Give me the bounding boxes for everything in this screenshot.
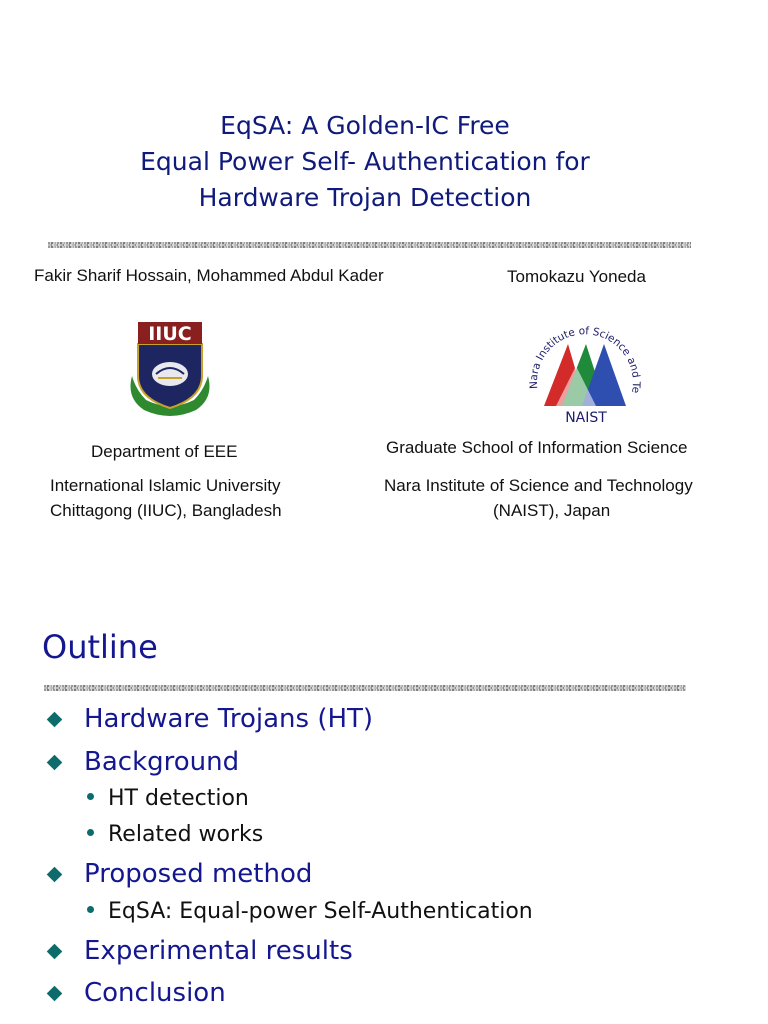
- affil-left-dept: Department of EEE: [91, 442, 238, 461]
- title-divider: [48, 242, 691, 248]
- outline-heading: Outline: [42, 628, 158, 666]
- bullet-diamond-icon: [47, 944, 63, 960]
- affil-left-line1: International Islamic University: [50, 476, 281, 495]
- bullet-diamond-icon: [47, 755, 63, 771]
- bullet-dot-icon: [87, 793, 94, 800]
- svg-text:IIUC: IIUC: [148, 323, 192, 345]
- title-line-3: Hardware Trojan Detection: [198, 183, 532, 212]
- title-line-2: Equal Power Self- Authentication for: [140, 147, 590, 176]
- slide-title: [0, 108, 730, 216]
- naist-logo: [524, 314, 646, 430]
- outline-item: Experimental results: [84, 936, 353, 966]
- outline-subitem: Related works: [108, 822, 264, 847]
- outline-item: Background: [84, 747, 240, 777]
- outline-item: Conclusion: [84, 978, 226, 1008]
- bullet-diamond-icon: [47, 986, 63, 1002]
- bullet-diamond-icon: [47, 712, 63, 728]
- authors-right: Tomokazu Yoneda: [507, 267, 646, 286]
- naist-arc-text: Nara Institute of Science and Te: [527, 325, 643, 394]
- title-line-1: EqSA: A Golden-IC Free: [220, 111, 510, 140]
- bullet-dot-icon: [87, 829, 94, 836]
- naist-label: NAIST: [565, 410, 607, 426]
- affil-right-line2: (NAIST), Japan: [493, 501, 611, 520]
- outline-subitem: HT detection: [108, 786, 249, 811]
- affil-right-line1: Nara Institute of Science and Technology: [384, 476, 693, 495]
- outline-subitem: EqSA: Equal-power Self-Authentication: [108, 899, 533, 924]
- outline-item: Hardware Trojans (HT): [84, 704, 374, 734]
- affil-right-dept: Graduate School of Information Science: [386, 438, 688, 457]
- authors-left: Fakir Sharif Hossain, Mohammed Abdul Kader: [34, 266, 384, 285]
- outline-divider: [44, 685, 686, 691]
- bullet-diamond-icon: [47, 867, 63, 883]
- bullet-dot-icon: [87, 906, 94, 913]
- outline-item: Proposed method: [84, 859, 313, 889]
- iiuc-logo: [124, 318, 216, 418]
- affil-left-line2: Chittagong (IIUC), Bangladesh: [50, 501, 282, 520]
